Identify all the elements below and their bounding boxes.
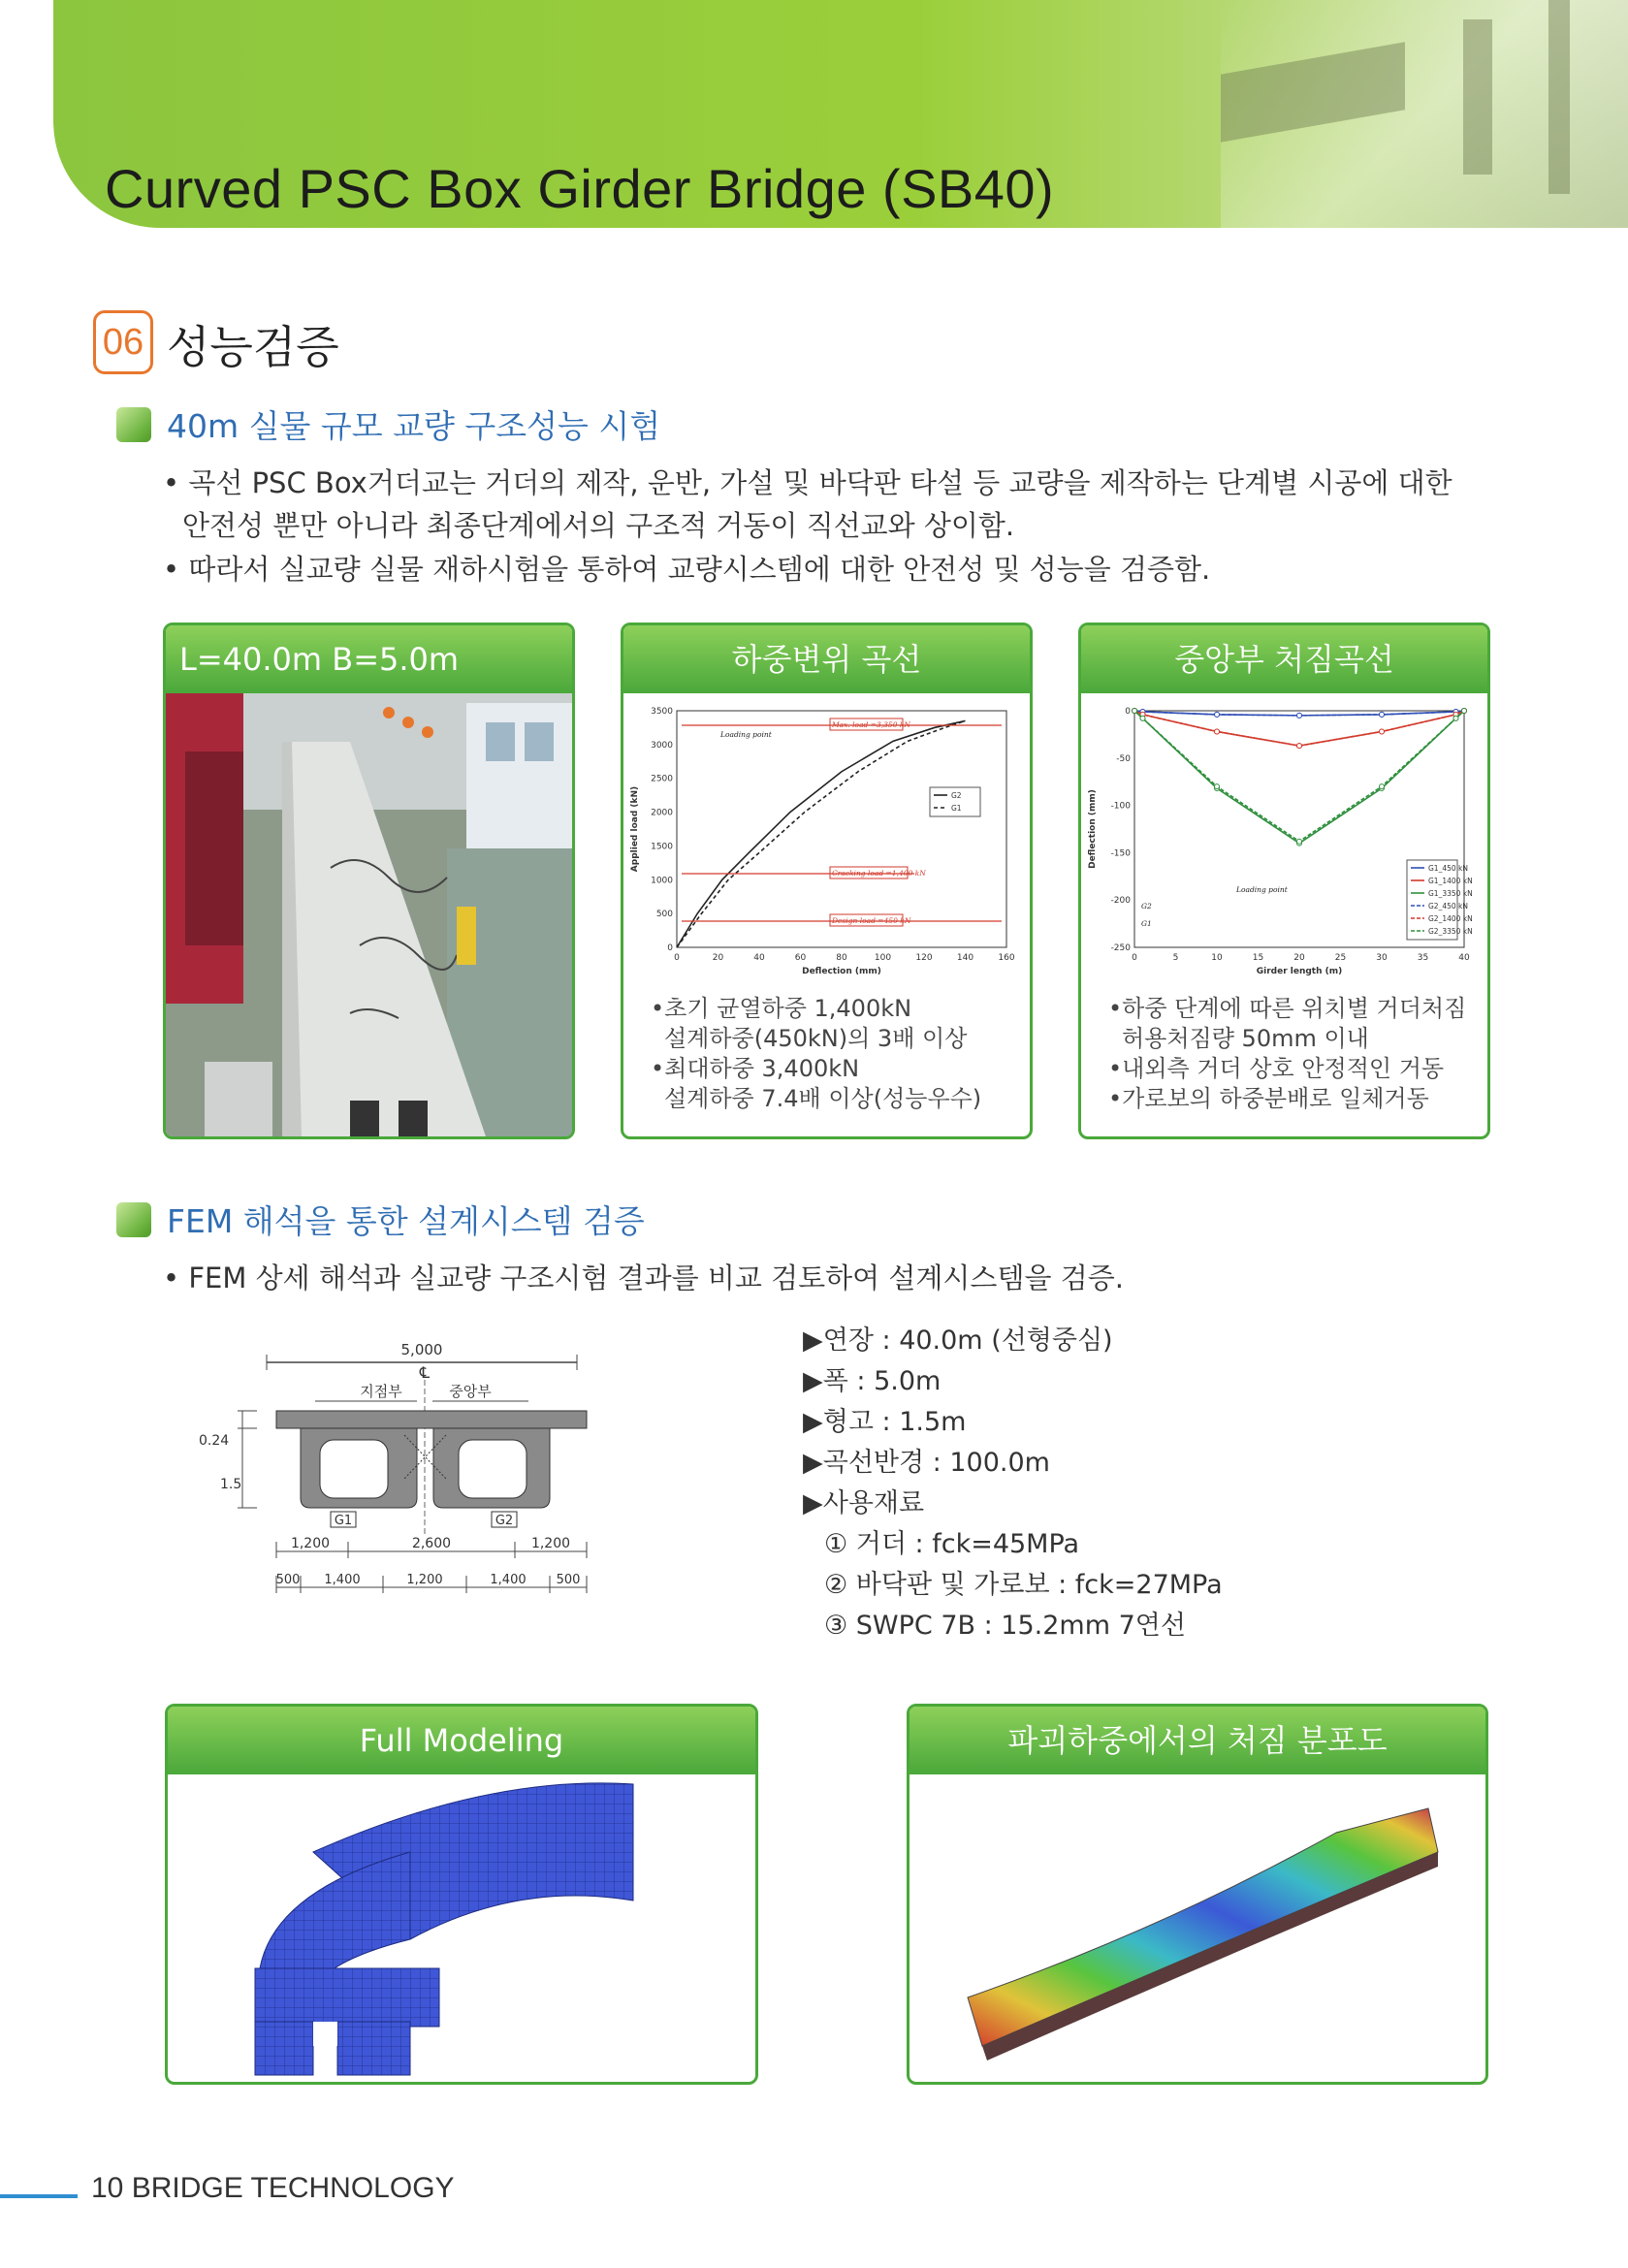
x-tick-label: 0	[1132, 953, 1137, 963]
dim-row2: 1,400	[324, 1573, 361, 1587]
y-tick-label: 1500	[651, 842, 673, 852]
footer-rule	[0, 2194, 78, 2198]
x-tick-label: 35	[1417, 953, 1429, 963]
annotation-label: Max. load =3,350 kN	[832, 720, 910, 729]
y-tick-label: -200	[1110, 896, 1131, 907]
panel-bullet: 설계하중 7.4배 이상(성능우수)	[664, 1085, 982, 1112]
spec-item: ▶곡선반경 : 100.0m	[803, 1448, 1050, 1478]
failure-deflection-contour-image	[910, 1774, 1485, 2082]
x-tick-label: 100	[874, 953, 892, 963]
subheading-fem: FEM 해석을 통한 설계시스템 검증	[167, 1202, 645, 1240]
legend-label: G1_1400 kN	[1428, 877, 1473, 885]
legend-label: G1	[951, 804, 962, 813]
x-tick-label: 5	[1172, 953, 1179, 963]
banner-pier-graphic	[1463, 19, 1492, 175]
y-axis-label: Deflection (mm)	[1088, 789, 1098, 869]
panel-title: L=40.0m B=5.0m	[166, 625, 572, 693]
panel-title: Full Modeling	[168, 1707, 755, 1774]
legend-label: G2_1400 kN	[1428, 914, 1473, 923]
dim-row1: 1,200	[290, 1536, 331, 1551]
spec-item: ▶형고 : 1.5m	[803, 1407, 967, 1437]
subheading-square-icon	[116, 1202, 151, 1237]
data-point	[1380, 784, 1385, 789]
data-point	[1133, 709, 1137, 714]
panel-bullet: •초기 균열하중 1,400kN	[651, 995, 912, 1022]
subheading-square-icon	[116, 407, 151, 442]
load-displacement-chart	[623, 693, 1030, 984]
section-title: 성능검증	[167, 321, 339, 373]
data-point	[1453, 716, 1458, 720]
y-tick-label: -100	[1110, 801, 1131, 812]
load-test-photo	[166, 693, 572, 1136]
x-tick-label: 20	[1293, 953, 1305, 963]
panel-bullet: •하중 단계에 따른 위치별 거더처짐	[1108, 995, 1467, 1022]
paragraph-line: • 곡선 PSC Box거더교는 거더의 제작, 운반, 가설 및 바닥판 타설 등 교량을 제작하는 단계별 시공에 대한	[163, 466, 1452, 499]
spec-item: ▶사용재료	[803, 1488, 925, 1518]
legend-label: G2_3350 kN	[1428, 927, 1473, 936]
y-tick-label: 0	[667, 943, 673, 953]
y-tick-label: -50	[1116, 753, 1131, 764]
annotation-label: Cracking load =1,400 kN	[832, 869, 926, 878]
girder-g1-label: G1	[334, 1514, 353, 1528]
panel-bullet: •내외측 거더 상호 안정적인 거동	[1108, 1055, 1445, 1082]
x-tick-label: 0	[674, 953, 680, 963]
full-modeling-image	[168, 1774, 755, 2082]
section-number-badge: 06	[93, 310, 153, 374]
y-tick-label: 3500	[651, 707, 673, 717]
spec-list	[803, 1321, 1223, 1646]
data-point	[1140, 716, 1145, 720]
load-displacement-panel	[621, 623, 1033, 1139]
plot-frame	[677, 711, 1006, 947]
paragraph-line: • 따라서 실교량 실물 재하시험을 통하여 교량시스템에 대한 안전성 및 성능을 검증함.	[163, 553, 1211, 586]
test-photo-panel	[163, 623, 575, 1139]
dim-row2: 500	[556, 1573, 581, 1587]
data-point	[1380, 712, 1385, 717]
dim-height: 1.5	[220, 1477, 242, 1492]
panel-bullet: 허용처짐량 50mm 이내	[1122, 1025, 1369, 1052]
y-tick-label: 2000	[651, 808, 673, 818]
y-axis-label: Applied load (kN)	[630, 785, 640, 873]
dim-row2: 1,400	[490, 1573, 527, 1587]
x-tick-label: 140	[956, 953, 974, 963]
y-tick-label: -250	[1110, 943, 1131, 953]
legend-label: G2	[951, 791, 962, 800]
y-tick-label: 1000	[651, 876, 673, 886]
page-title: Curved PSC Box Girder Bridge (SB40)	[105, 158, 1055, 219]
panel-bullet: •가로보의 하중분배로 일체거동	[1108, 1085, 1429, 1112]
x-tick-label: 40	[753, 953, 765, 963]
x-axis-label: Girder length (m)	[1256, 967, 1343, 976]
spec-item: ② 바닥판 및 가로보 : fck=27MPa	[824, 1570, 1223, 1600]
x-tick-label: 30	[1376, 953, 1388, 963]
panel-title: 하중변위 곡선	[623, 625, 1030, 693]
x-tick-label: 20	[712, 953, 724, 963]
centerline-symbol: ℄	[419, 1363, 431, 1382]
data-point	[1462, 709, 1467, 714]
annotation-label: G2	[1141, 902, 1152, 910]
girder-g2-label: G2	[495, 1514, 514, 1528]
annotation-label: Loading point	[1236, 885, 1288, 894]
x-tick-label: 10	[1211, 953, 1223, 963]
annotation-label: Design load =450 kN	[832, 916, 911, 925]
panel-title: 중앙부 처짐곡선	[1081, 625, 1487, 693]
x-tick-label: 80	[836, 953, 847, 963]
x-tick-label: 25	[1334, 953, 1347, 963]
label-support: 지점부	[360, 1383, 402, 1400]
paragraph-line: 안전성 뿐만 아니라 최종단계에서의 구조적 거동이 직선교와 상이함.	[182, 509, 1015, 542]
legend-label: G1_3350 kN	[1428, 889, 1473, 898]
footer-page-label: 10 BRIDGE TECHNOLOGY	[91, 2172, 455, 2204]
dim-slab: 0.24	[199, 1433, 230, 1449]
dim-total: 5,000	[400, 1341, 443, 1358]
y-tick-label: 0	[1125, 707, 1131, 717]
spec-item: ▶폭 : 5.0m	[803, 1366, 942, 1396]
data-point	[1297, 744, 1302, 749]
x-tick-label: 60	[794, 953, 807, 963]
y-tick-label: 2500	[651, 774, 673, 784]
annotation-label: Loading point	[720, 730, 772, 739]
y-tick-label: 3000	[651, 740, 673, 751]
full-modeling-panel	[165, 1704, 758, 2085]
data-point	[1297, 839, 1302, 844]
deflection-chart	[1081, 693, 1487, 984]
data-point	[1215, 784, 1220, 789]
legend-label: G1_450 kN	[1428, 864, 1468, 873]
spec-item: ③ SWPC 7B : 15.2mm 7연선	[824, 1611, 1186, 1641]
x-tick-label: 120	[915, 953, 933, 963]
y-tick-label: 500	[655, 910, 673, 920]
x-tick-label: 160	[998, 953, 1015, 963]
panel-title: 파괴하중에서의 처짐 분포도	[910, 1707, 1485, 1774]
dim-row1: 2,600	[411, 1536, 452, 1551]
dim-row2: 500	[275, 1573, 301, 1587]
panel-bullet: •최대하중 3,400kN	[651, 1055, 860, 1082]
spec-item: ▶연장 : 40.0m (선형중심)	[803, 1326, 1113, 1356]
dim-row1: 1,200	[530, 1536, 571, 1551]
paragraph-line: • FEM 상세 해석과 실교량 구조시험 결과를 비교 검토하여 설계시스템을 검증.	[163, 1262, 1124, 1294]
legend-label: G2_450 kN	[1428, 902, 1468, 910]
annotation-label: G1	[1141, 919, 1152, 928]
spec-item: ① 거더 : fck=45MPa	[824, 1529, 1080, 1559]
deflection-panel	[1078, 623, 1490, 1139]
cross-section-drawing	[199, 1333, 606, 1624]
data-point	[1297, 713, 1302, 718]
subheading-structural-test: 40m 실물 규모 교량 구조성능 시험	[167, 407, 661, 445]
dim-row2: 1,200	[406, 1573, 443, 1587]
data-point	[1215, 712, 1220, 717]
data-point	[1380, 729, 1385, 734]
x-axis-label: Deflection (mm)	[802, 967, 881, 976]
banner-pier-graphic	[1548, 0, 1570, 194]
data-point	[1215, 729, 1220, 734]
panel-bullet: 설계하중(450kN)의 3배 이상	[664, 1025, 968, 1052]
x-tick-label: 15	[1252, 953, 1264, 963]
x-tick-label: 40	[1458, 953, 1470, 963]
y-tick-label: -150	[1110, 848, 1131, 859]
failure-deflection-panel	[907, 1704, 1488, 2085]
label-center: 중앙부	[449, 1383, 492, 1400]
